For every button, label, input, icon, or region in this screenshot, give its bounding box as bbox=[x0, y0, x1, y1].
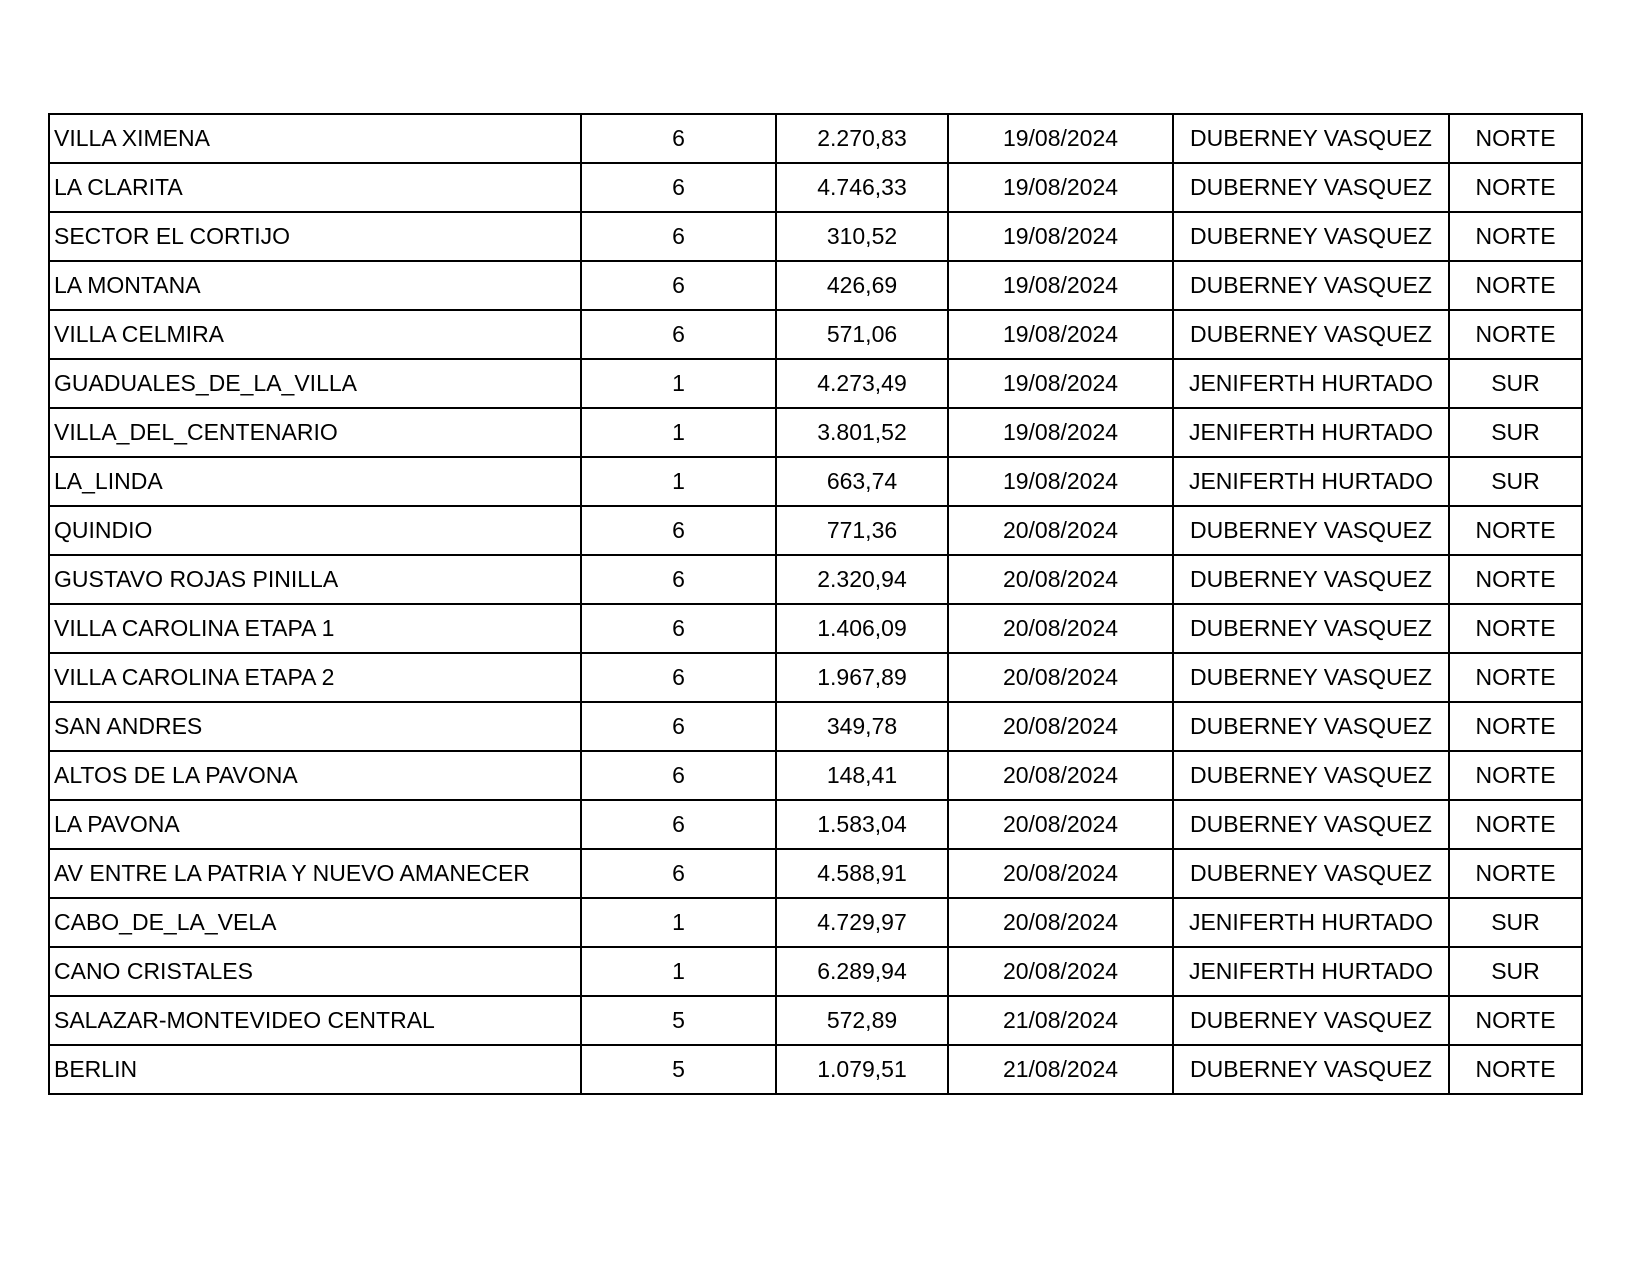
area-cell: 1.967,89 bbox=[776, 653, 948, 702]
responsible-cell: DUBERNEY VASQUEZ bbox=[1173, 310, 1449, 359]
sector-cell: SAN ANDRES bbox=[49, 702, 581, 751]
comuna-cell: 6 bbox=[581, 212, 776, 261]
area-cell: 1.406,09 bbox=[776, 604, 948, 653]
zone-cell: NORTE bbox=[1449, 604, 1582, 653]
table-row bbox=[49, 751, 1582, 800]
responsible-cell: JENIFERTH HURTADO bbox=[1173, 457, 1449, 506]
table-row bbox=[49, 898, 1582, 947]
zone-cell: NORTE bbox=[1449, 261, 1582, 310]
area-cell: 4.746,33 bbox=[776, 163, 948, 212]
responsible-cell: DUBERNEY VASQUEZ bbox=[1173, 163, 1449, 212]
comuna-cell: 1 bbox=[581, 898, 776, 947]
area-cell: 426,69 bbox=[776, 261, 948, 310]
date-cell: 20/08/2024 bbox=[948, 800, 1173, 849]
responsible-cell: JENIFERTH HURTADO bbox=[1173, 408, 1449, 457]
table-row bbox=[49, 163, 1582, 212]
date-cell: 20/08/2024 bbox=[948, 702, 1173, 751]
sector-cell: CABO_DE_LA_VELA bbox=[49, 898, 581, 947]
sector-cell: SECTOR EL CORTIJO bbox=[49, 212, 581, 261]
table-row bbox=[49, 457, 1582, 506]
zone-cell: NORTE bbox=[1449, 506, 1582, 555]
zone-cell: NORTE bbox=[1449, 212, 1582, 261]
table-row bbox=[49, 849, 1582, 898]
table-row bbox=[49, 114, 1582, 163]
table-row bbox=[49, 800, 1582, 849]
sector-cell: GUADUALES_DE_LA_VILLA bbox=[49, 359, 581, 408]
responsible-cell: JENIFERTH HURTADO bbox=[1173, 898, 1449, 947]
sector-cell: QUINDIO bbox=[49, 506, 581, 555]
comuna-cell: 6 bbox=[581, 163, 776, 212]
table-row bbox=[49, 653, 1582, 702]
zone-cell: NORTE bbox=[1449, 702, 1582, 751]
date-cell: 20/08/2024 bbox=[948, 947, 1173, 996]
comuna-cell: 6 bbox=[581, 506, 776, 555]
comuna-cell: 6 bbox=[581, 261, 776, 310]
sector-cell: ALTOS DE LA PAVONA bbox=[49, 751, 581, 800]
comuna-cell: 6 bbox=[581, 800, 776, 849]
comuna-cell: 6 bbox=[581, 310, 776, 359]
area-cell: 571,06 bbox=[776, 310, 948, 359]
sector-cell: LA CLARITA bbox=[49, 163, 581, 212]
area-cell: 4.588,91 bbox=[776, 849, 948, 898]
area-cell: 4.729,97 bbox=[776, 898, 948, 947]
zone-cell: SUR bbox=[1449, 359, 1582, 408]
comuna-cell: 6 bbox=[581, 849, 776, 898]
table-row bbox=[49, 702, 1582, 751]
date-cell: 19/08/2024 bbox=[948, 163, 1173, 212]
sector-cell: VILLA CELMIRA bbox=[49, 310, 581, 359]
responsible-cell: JENIFERTH HURTADO bbox=[1173, 947, 1449, 996]
responsible-cell: DUBERNEY VASQUEZ bbox=[1173, 506, 1449, 555]
responsible-cell: DUBERNEY VASQUEZ bbox=[1173, 996, 1449, 1045]
area-cell: 2.320,94 bbox=[776, 555, 948, 604]
comuna-cell: 6 bbox=[581, 702, 776, 751]
comuna-cell: 6 bbox=[581, 555, 776, 604]
date-cell: 20/08/2024 bbox=[948, 849, 1173, 898]
comuna-cell: 5 bbox=[581, 996, 776, 1045]
zone-cell: NORTE bbox=[1449, 555, 1582, 604]
responsible-cell: DUBERNEY VASQUEZ bbox=[1173, 555, 1449, 604]
sector-cell: SALAZAR-MONTEVIDEO CENTRAL bbox=[49, 996, 581, 1045]
comuna-cell: 6 bbox=[581, 653, 776, 702]
comuna-cell: 5 bbox=[581, 1045, 776, 1094]
comuna-cell: 6 bbox=[581, 604, 776, 653]
area-cell: 6.289,94 bbox=[776, 947, 948, 996]
responsible-cell: DUBERNEY VASQUEZ bbox=[1173, 849, 1449, 898]
zone-cell: NORTE bbox=[1449, 1045, 1582, 1094]
zone-cell: SUR bbox=[1449, 898, 1582, 947]
sector-cell: LA PAVONA bbox=[49, 800, 581, 849]
date-cell: 19/08/2024 bbox=[948, 310, 1173, 359]
responsible-cell: DUBERNEY VASQUEZ bbox=[1173, 604, 1449, 653]
area-cell: 2.270,83 bbox=[776, 114, 948, 163]
table-row bbox=[49, 1045, 1582, 1094]
area-cell: 310,52 bbox=[776, 212, 948, 261]
zone-cell: NORTE bbox=[1449, 310, 1582, 359]
responsible-cell: DUBERNEY VASQUEZ bbox=[1173, 751, 1449, 800]
responsible-cell: DUBERNEY VASQUEZ bbox=[1173, 261, 1449, 310]
area-cell: 1.079,51 bbox=[776, 1045, 948, 1094]
comuna-cell: 1 bbox=[581, 947, 776, 996]
responsible-cell: JENIFERTH HURTADO bbox=[1173, 359, 1449, 408]
comuna-cell: 1 bbox=[581, 408, 776, 457]
sector-cell: VILLA CAROLINA ETAPA 1 bbox=[49, 604, 581, 653]
date-cell: 20/08/2024 bbox=[948, 898, 1173, 947]
zone-cell: SUR bbox=[1449, 408, 1582, 457]
date-cell: 20/08/2024 bbox=[948, 604, 1173, 653]
date-cell: 20/08/2024 bbox=[948, 653, 1173, 702]
date-cell: 20/08/2024 bbox=[948, 751, 1173, 800]
sector-cell: CANO CRISTALES bbox=[49, 947, 581, 996]
zone-cell: SUR bbox=[1449, 457, 1582, 506]
comuna-cell: 6 bbox=[581, 751, 776, 800]
zone-cell: SUR bbox=[1449, 947, 1582, 996]
zone-cell: NORTE bbox=[1449, 751, 1582, 800]
area-cell: 4.273,49 bbox=[776, 359, 948, 408]
responsible-cell: DUBERNEY VASQUEZ bbox=[1173, 1045, 1449, 1094]
zone-cell: NORTE bbox=[1449, 114, 1582, 163]
sector-cell: VILLA CAROLINA ETAPA 2 bbox=[49, 653, 581, 702]
area-cell: 663,74 bbox=[776, 457, 948, 506]
date-cell: 20/08/2024 bbox=[948, 506, 1173, 555]
comuna-cell: 1 bbox=[581, 457, 776, 506]
responsible-cell: DUBERNEY VASQUEZ bbox=[1173, 702, 1449, 751]
area-cell: 349,78 bbox=[776, 702, 948, 751]
date-cell: 21/08/2024 bbox=[948, 1045, 1173, 1094]
data-table bbox=[48, 113, 1583, 1095]
date-cell: 19/08/2024 bbox=[948, 114, 1173, 163]
sector-cell: VILLA XIMENA bbox=[49, 114, 581, 163]
table-row bbox=[49, 212, 1582, 261]
table-row bbox=[49, 261, 1582, 310]
responsible-cell: DUBERNEY VASQUEZ bbox=[1173, 653, 1449, 702]
sector-cell: VILLA_DEL_CENTENARIO bbox=[49, 408, 581, 457]
responsible-cell: DUBERNEY VASQUEZ bbox=[1173, 212, 1449, 261]
sector-cell: GUSTAVO ROJAS PINILLA bbox=[49, 555, 581, 604]
zone-cell: NORTE bbox=[1449, 996, 1582, 1045]
table-row bbox=[49, 408, 1582, 457]
table-row bbox=[49, 996, 1582, 1045]
date-cell: 19/08/2024 bbox=[948, 212, 1173, 261]
zone-cell: NORTE bbox=[1449, 849, 1582, 898]
comuna-cell: 1 bbox=[581, 359, 776, 408]
table-row bbox=[49, 359, 1582, 408]
date-cell: 19/08/2024 bbox=[948, 261, 1173, 310]
sector-cell: AV ENTRE LA PATRIA Y NUEVO AMANECER bbox=[49, 849, 581, 898]
area-cell: 3.801,52 bbox=[776, 408, 948, 457]
area-cell: 1.583,04 bbox=[776, 800, 948, 849]
zone-cell: NORTE bbox=[1449, 653, 1582, 702]
area-cell: 148,41 bbox=[776, 751, 948, 800]
area-cell: 771,36 bbox=[776, 506, 948, 555]
responsible-cell: DUBERNEY VASQUEZ bbox=[1173, 800, 1449, 849]
zone-cell: NORTE bbox=[1449, 163, 1582, 212]
sector-cell: LA_LINDA bbox=[49, 457, 581, 506]
date-cell: 21/08/2024 bbox=[948, 996, 1173, 1045]
date-cell: 19/08/2024 bbox=[948, 408, 1173, 457]
date-cell: 20/08/2024 bbox=[948, 555, 1173, 604]
date-cell: 19/08/2024 bbox=[948, 359, 1173, 408]
table-row bbox=[49, 947, 1582, 996]
comuna-cell: 6 bbox=[581, 114, 776, 163]
zone-cell: NORTE bbox=[1449, 800, 1582, 849]
table-body bbox=[49, 114, 1582, 1094]
area-cell: 572,89 bbox=[776, 996, 948, 1045]
date-cell: 19/08/2024 bbox=[948, 457, 1173, 506]
table-row bbox=[49, 310, 1582, 359]
sector-cell: BERLIN bbox=[49, 1045, 581, 1094]
responsible-cell: DUBERNEY VASQUEZ bbox=[1173, 114, 1449, 163]
table-row bbox=[49, 506, 1582, 555]
table-row bbox=[49, 555, 1582, 604]
table-row bbox=[49, 604, 1582, 653]
sector-cell: LA MONTANA bbox=[49, 261, 581, 310]
